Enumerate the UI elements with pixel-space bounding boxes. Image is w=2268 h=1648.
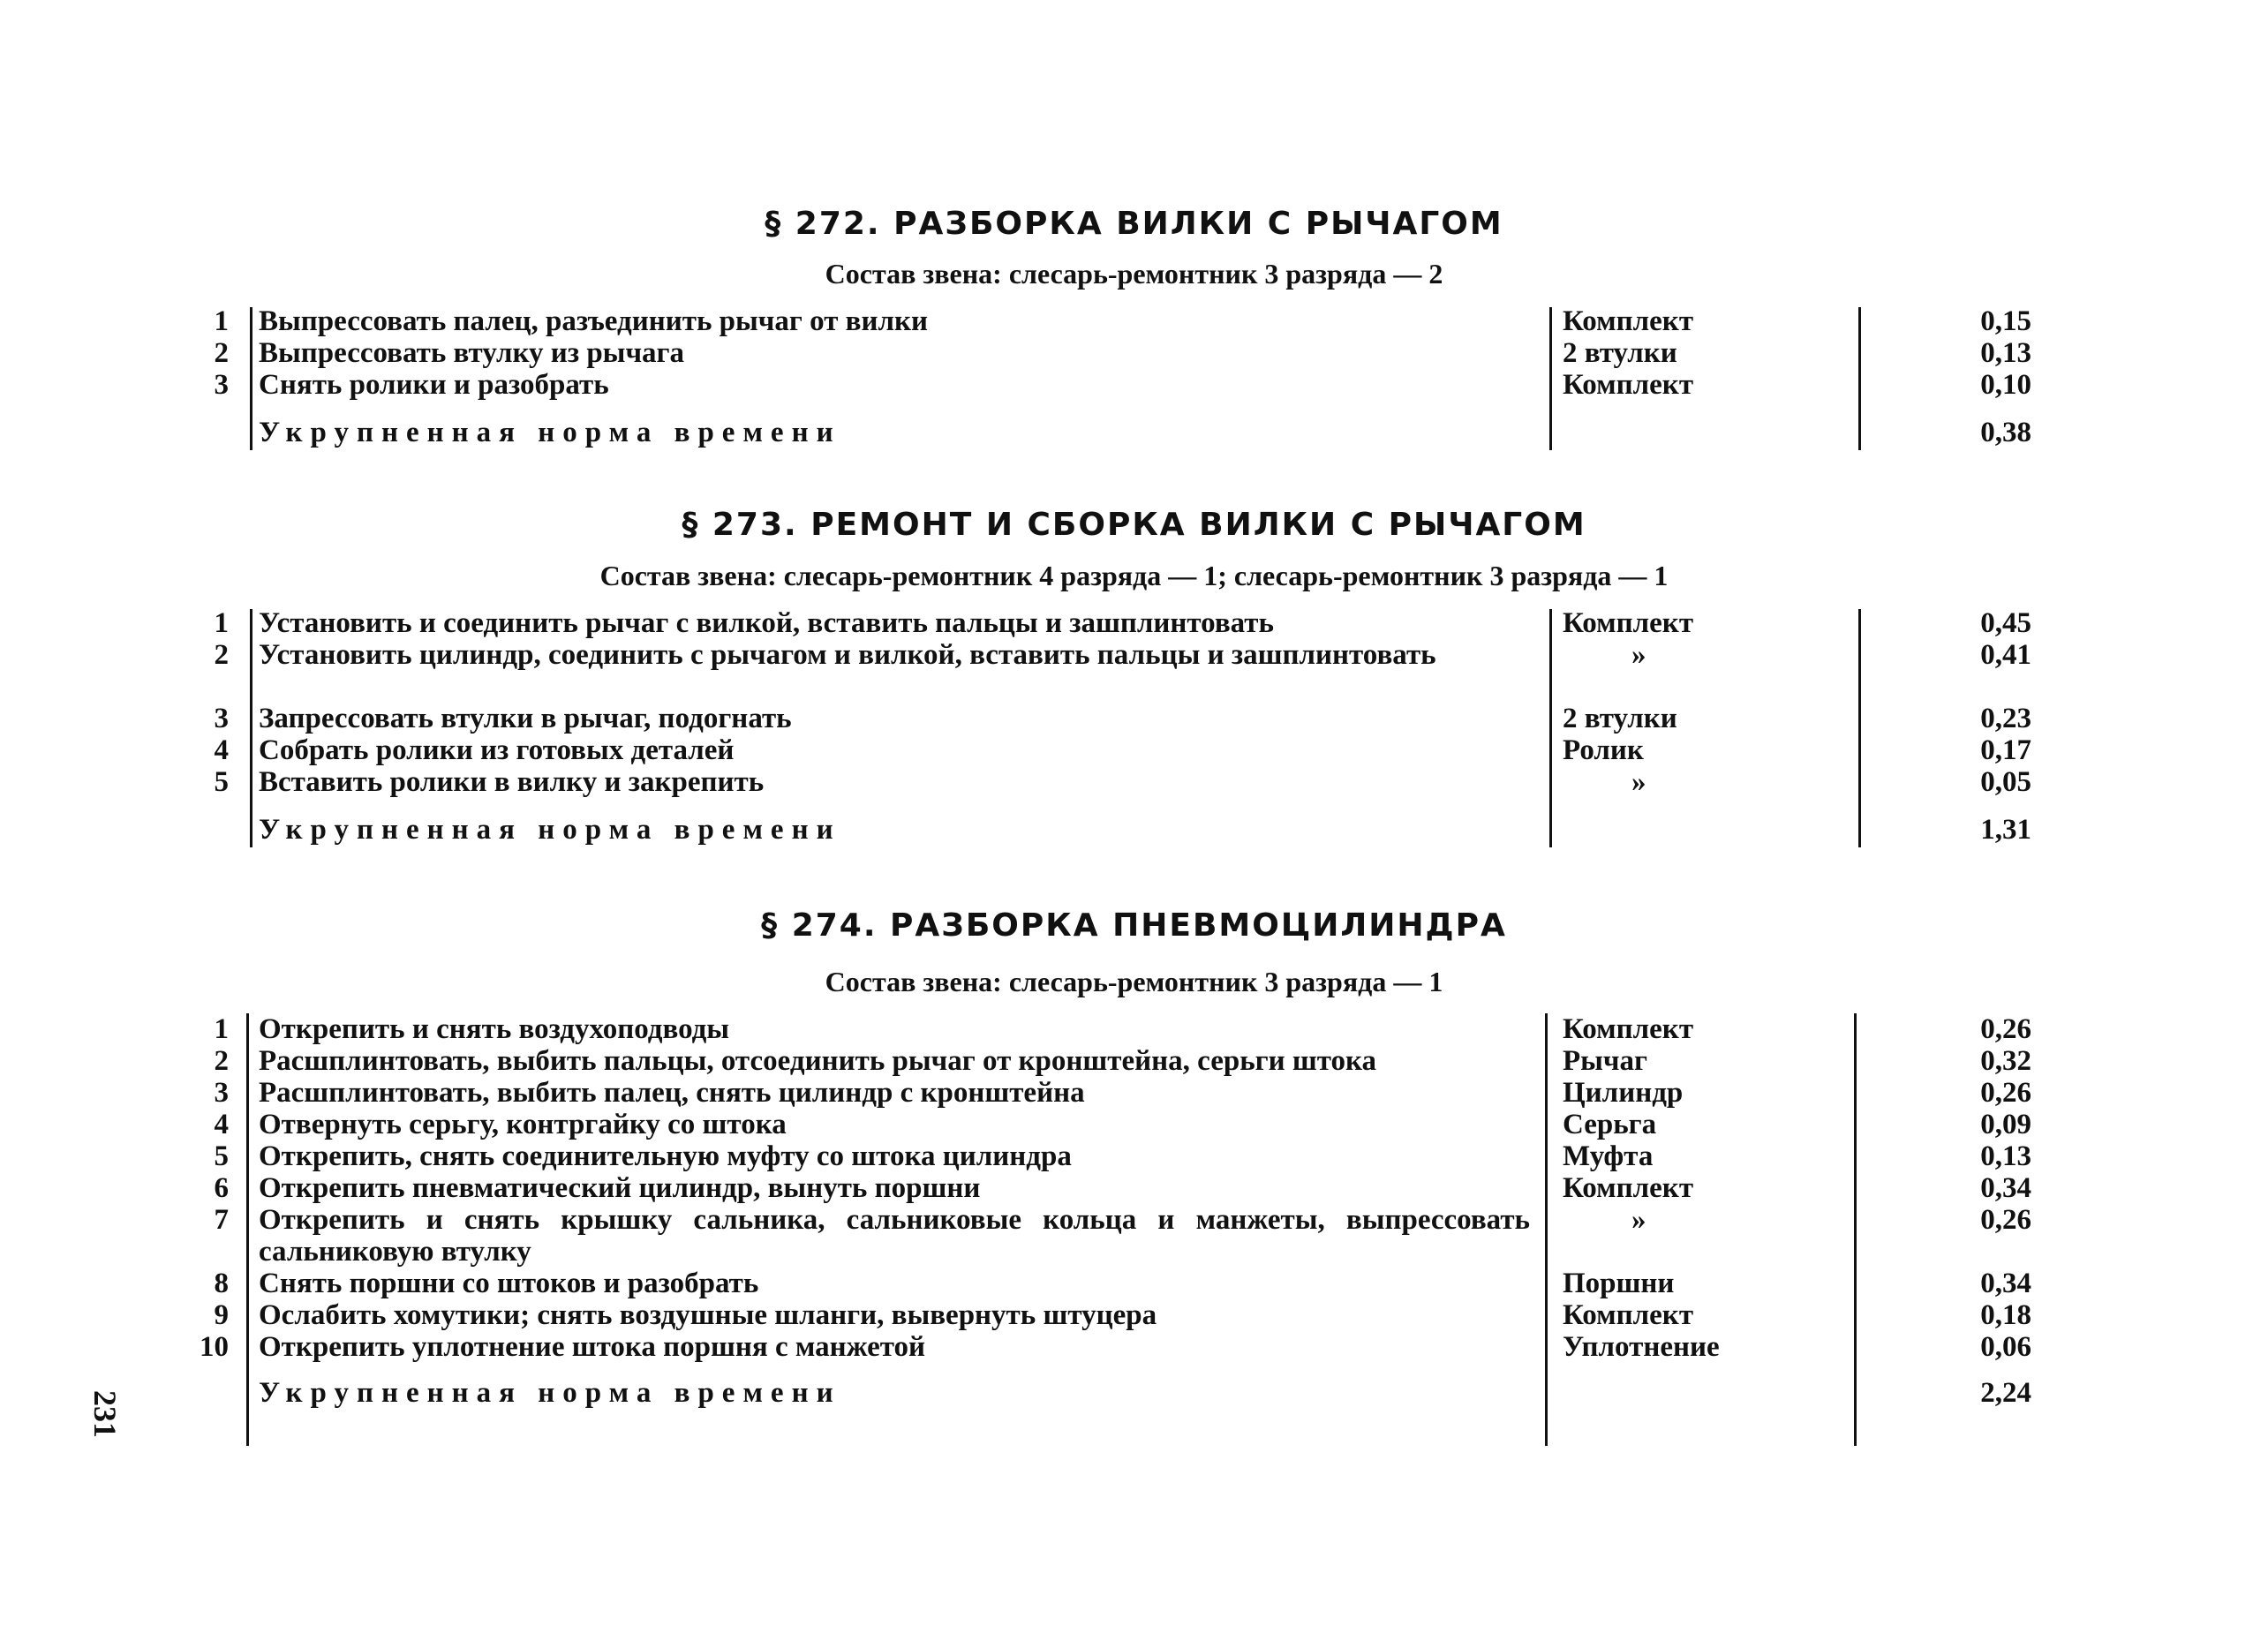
norm-value: 0,13 bbox=[1980, 337, 2031, 369]
operation-text: Выпрессовать втулку из рычага bbox=[259, 337, 685, 369]
row-number: 6 bbox=[214, 1172, 229, 1204]
unit-text: Комплект bbox=[1563, 369, 1694, 401]
table-row bbox=[0, 766, 2268, 798]
unit-text: » bbox=[1631, 639, 1646, 671]
row-number: 9 bbox=[214, 1299, 229, 1331]
table-row bbox=[0, 337, 2268, 369]
norm-value: 0,10 bbox=[1980, 369, 2031, 401]
unit-text: Комплект bbox=[1563, 607, 1694, 639]
unit-text: Комплект bbox=[1563, 1013, 1694, 1045]
norm-value: 0,26 bbox=[1980, 1077, 2031, 1109]
total-norm-value: 1,31 bbox=[1980, 814, 2031, 846]
row-number: 2 bbox=[214, 1045, 229, 1077]
row-number: 1 bbox=[214, 1013, 229, 1045]
row-number: 8 bbox=[214, 1268, 229, 1299]
unit-text: Поршни bbox=[1563, 1268, 1675, 1299]
norm-value: 0,13 bbox=[1980, 1140, 2031, 1172]
unit-text: Комплект bbox=[1563, 305, 1694, 337]
operation-text: Собрать ролики из готовых деталей bbox=[259, 734, 735, 766]
operation-text: Отвернуть серьгу, контргайку со штока bbox=[259, 1109, 787, 1140]
row-number: 10 bbox=[200, 1331, 229, 1363]
table-row bbox=[0, 1013, 2268, 1045]
page-number: 231 bbox=[87, 1390, 123, 1438]
norm-value: 0,17 bbox=[1980, 734, 2031, 766]
table-row bbox=[0, 1204, 2268, 1268]
table-row bbox=[0, 305, 2268, 337]
table-row bbox=[0, 639, 2268, 703]
unit-text: Ролик bbox=[1563, 734, 1644, 766]
total-row bbox=[0, 814, 2268, 846]
section-272-title: § 272. РАЗБОРКА ВИЛКИ С РЫЧАГОМ bbox=[765, 206, 1503, 242]
total-label: Укрупненная норма времени bbox=[259, 417, 841, 448]
row-number: 1 bbox=[214, 607, 229, 639]
table-row bbox=[0, 1331, 2268, 1363]
table-row bbox=[0, 1109, 2268, 1140]
operation-text: Снять ролики и разобрать bbox=[259, 369, 609, 401]
table-row bbox=[0, 369, 2268, 401]
row-number: 2 bbox=[214, 337, 229, 369]
table-row bbox=[0, 703, 2268, 734]
operation-text: Открепить и снять воздухоподводы bbox=[259, 1013, 730, 1045]
row-number: 5 bbox=[214, 1140, 229, 1172]
unit-text: Комплект bbox=[1563, 1172, 1694, 1204]
norm-value: 0,34 bbox=[1980, 1172, 2031, 1204]
norm-value: 0,23 bbox=[1980, 703, 2031, 734]
norm-value: 0,34 bbox=[1980, 1268, 2031, 1299]
row-number: 1 bbox=[214, 305, 229, 337]
operation-text: Открепить пневматический цилиндр, вынуть поршни bbox=[259, 1172, 981, 1204]
operation-text: Открепить, снять соединительную муфту со штока цилиндра bbox=[259, 1140, 1072, 1172]
section-273-crew: Состав звена: слесарь-ремонтник 4 разряда — 1; слесарь-ремонтник 3 разряда — 1 bbox=[599, 560, 1669, 591]
norm-value: 0,32 bbox=[1980, 1045, 2031, 1077]
total-label: Укрупненная норма времени bbox=[259, 814, 841, 846]
norm-value: 0,26 bbox=[1980, 1013, 2031, 1045]
table-row bbox=[0, 1299, 2268, 1331]
unit-text: Уплотнение bbox=[1563, 1331, 1720, 1363]
row-number: 3 bbox=[214, 369, 229, 401]
unit-text: » bbox=[1631, 766, 1646, 798]
norm-value: 0,05 bbox=[1980, 766, 2031, 798]
section-274-crew: Состав звена: слесарь-ремонтник 3 разряда — 1 bbox=[825, 966, 1443, 997]
operation-text: Установить цилиндр, соединить с рычагом и вилкой, вставить пальцы и зашплинтовать bbox=[259, 639, 1436, 671]
unit-text: Комплект bbox=[1563, 1299, 1694, 1331]
total-label: Укрупненная норма времени bbox=[259, 1377, 841, 1409]
operation-text: Открепить уплотнение штока поршня с манжетой bbox=[259, 1331, 926, 1363]
operation-text: Установить и соединить рычаг с вилкой, вставить пальцы и зашплинтовать bbox=[259, 607, 1274, 639]
table-row bbox=[0, 1140, 2268, 1172]
unit-text: 2 втулки bbox=[1563, 703, 1677, 734]
operation-text: Расшплинтовать, выбить пальцы, отсоединить рычаг от кронштейна, серьги штока bbox=[259, 1045, 1377, 1077]
table-row bbox=[0, 734, 2268, 766]
table-row bbox=[0, 607, 2268, 639]
norm-value: 0,26 bbox=[1980, 1204, 2031, 1236]
total-norm-value: 0,38 bbox=[1980, 417, 2031, 448]
norm-value: 0,41 bbox=[1980, 639, 2031, 671]
unit-text: Цилиндр bbox=[1563, 1077, 1684, 1109]
unit-text: Рычаг bbox=[1563, 1045, 1648, 1077]
operation-text: Ослабить хомутики; снять воздушные шланги, вывернуть штуцера bbox=[259, 1299, 1157, 1331]
table-row bbox=[0, 1172, 2268, 1204]
row-number: 4 bbox=[214, 1109, 229, 1140]
row-number: 2 bbox=[214, 639, 229, 671]
row-number: 5 bbox=[214, 766, 229, 798]
total-row bbox=[0, 1377, 2268, 1409]
operation-text: Открепить и снять крышку сальника, сальниковые кольца и манжеты, выпрессовать сальниковую втулку bbox=[259, 1204, 1530, 1268]
total-norm-value: 2,24 bbox=[1980, 1377, 2031, 1409]
section-272-crew: Состав звена: слесарь-ремонтник 3 разряда — 2 bbox=[825, 258, 1443, 290]
row-number: 3 bbox=[214, 703, 229, 734]
section-274-title: § 274. РАЗБОРКА ПНЕВМОЦИЛИНДРА bbox=[761, 907, 1507, 944]
norm-value: 0,18 bbox=[1980, 1299, 2031, 1331]
unit-text: Серьга bbox=[1563, 1109, 1657, 1140]
operation-text: Вставить ролики в вилку и закрепить bbox=[259, 766, 765, 798]
table-row bbox=[0, 1045, 2268, 1077]
row-number: 3 bbox=[214, 1077, 229, 1109]
row-number: 7 bbox=[214, 1204, 229, 1236]
operation-text: Выпрессовать палец, разъединить рычаг от вилки bbox=[259, 305, 929, 337]
norm-value: 0,15 bbox=[1980, 305, 2031, 337]
norm-value: 0,45 bbox=[1980, 607, 2031, 639]
unit-text: Муфта bbox=[1563, 1140, 1654, 1172]
unit-text: 2 втулки bbox=[1563, 337, 1677, 369]
unit-text: » bbox=[1631, 1204, 1646, 1236]
norm-value: 0,09 bbox=[1980, 1109, 2031, 1140]
total-row bbox=[0, 417, 2268, 448]
operation-text: Снять поршни со штоков и разобрать bbox=[259, 1268, 759, 1299]
table-row bbox=[0, 1077, 2268, 1109]
operation-text: Расшплинтовать, выбить палец, снять цилиндр с кронштейна bbox=[259, 1077, 1085, 1109]
operation-text: Запрессовать втулки в рычаг, подогнать bbox=[259, 703, 792, 734]
section-273-title: § 273. РЕМОНТ И СБОРКА ВИЛКИ С РЫЧАГОМ bbox=[682, 507, 1586, 543]
row-number: 4 bbox=[214, 734, 229, 766]
norm-value: 0,06 bbox=[1980, 1331, 2031, 1363]
table-row bbox=[0, 1268, 2268, 1299]
